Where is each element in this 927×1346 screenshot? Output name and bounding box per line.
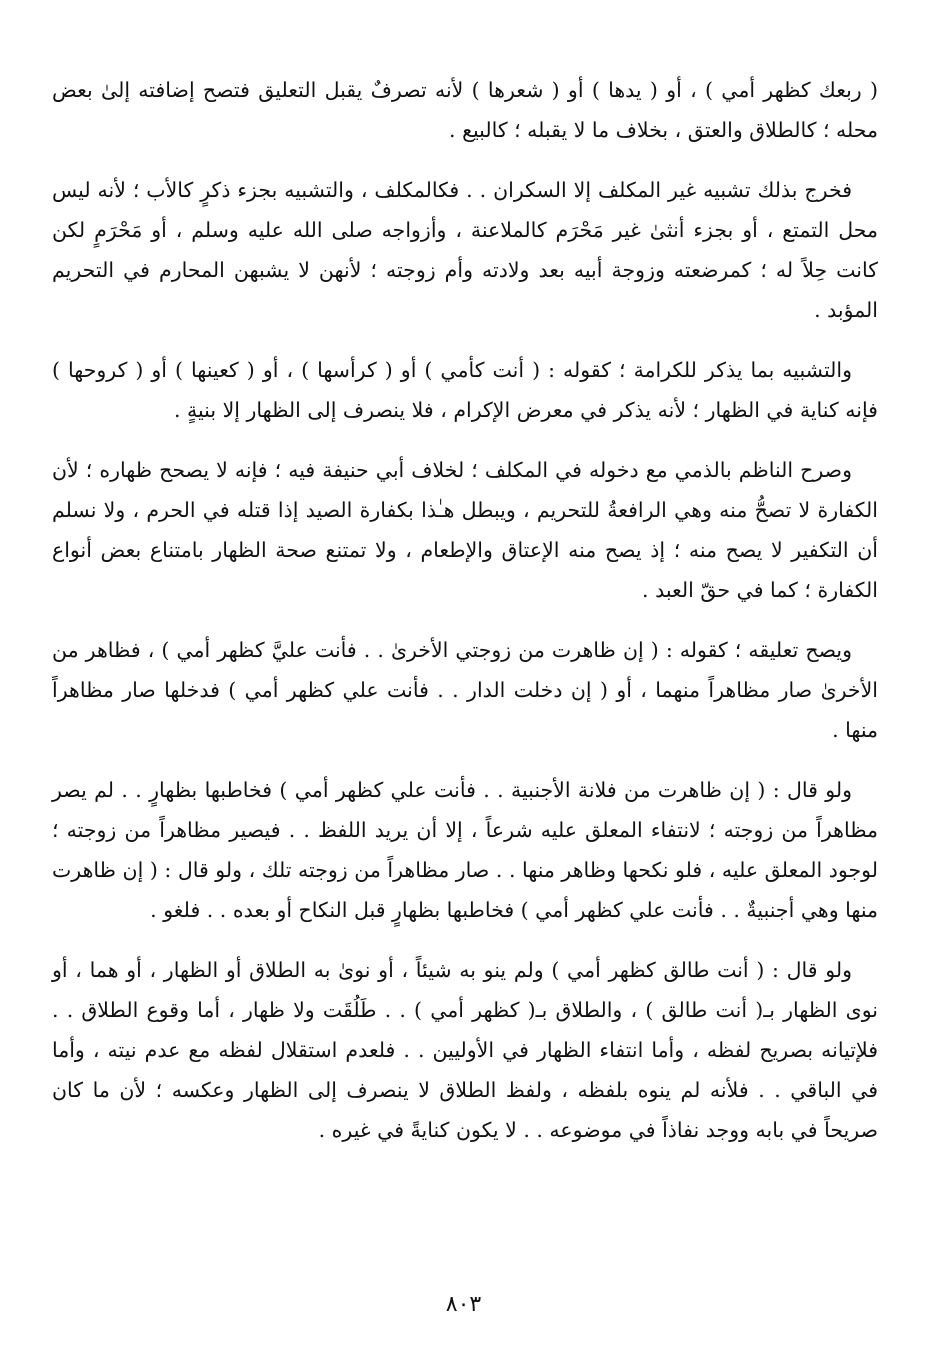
page-number: ٨٠٣: [445, 1292, 482, 1317]
paragraph-1: ( ربعك كظهر أمي ) ، أو ( يدها ) أو ( شعرها ) لأنه تصرفٌ يقبل التعليق فتصح إضافته إلىٰ بعض محله ؛ كالطلاق والعتق ، بخلاف ما لا يقبله ؛ كالبيع .: [52, 78, 878, 142]
paragraph-6: ولو قال : ( إن ظاهرت من فلانة الأجنبية . . فأنت علي كظهر أمي ) فخاطبها بظهارٍ . . لم يصر مظاهراً من زوجته ؛ لانتفاء المعلق عليه شرعاً ، إلا أن يريد اللفظ . . فيصير مظاهراً من زوجته ؛ لوجود المعلق عليه ، فلو نكحها وظاهر منها . . صار مظاهراً من زوجته تلك ، ولو قال : ( إن ظاهرت منها وهي أجنبيةٌ . . فأنت علي كظهر أمي ) فخاطبها بظهارٍ قبل النكاح أو بعده . . فلغو .: [52, 778, 878, 922]
page-body: [52, 70, 878, 1290]
paragraph-4: وصرح الناظم بالذمي مع دخوله في المكلف ؛ لخلاف أبي حنيفة فيه ؛ فإنه لا يصحح ظهاره ؛ لأن الكفارة لا تصحُّ منه وهي الرافعةُ للتحريم ، ويبطل هـٰذا بكفارة الصيد إذا قتله في الحرم ، ولا نسلم أن التكفير لا يصح منه ؛ إذ يصح منه الإعتاق والإطعام ، ولا تمتنع صحة الظهار بامتناع بعض أنواع الكفارة ؛ كما في حقّ العبد .: [52, 458, 879, 602]
paragraph-5: ويصح تعليقه ؛ كقوله : ( إن ظاهرت من زوجتي الأخرىٰ . . فأنت عليَّ كظهر أمي ) ، فظاهر من الأخرىٰ صار مظاهراً منهما ، أو ( إن دخلت الدار . . فأنت علي كظهر أمي ) فدخلها صار مظاهراً منها .: [52, 638, 878, 742]
paragraph-2: فخرج بذلك تشبيه غير المكلف إلا السكران . . فكالمكلف ، والتشبيه بجزء ذكرٍ كالأب ؛ لأنه ليس محل التمتع ، أو بجزء أنثىٰ غير مَحْرَم كالملاعنة ، وأزواجه صلى الله عليه وسلم ، أو مَحْرَمٍ لكن كانت حِلاً له ؛ كمرضعته وزوجة أبيه بعد ولادته وأم زوجته ؛ لأنهن لا يشبهن المحارم في التحريم المؤبد .: [52, 178, 878, 322]
paragraph-3: والتشبيه بما يذكر للكرامة ؛ كقوله : ( أنت كأمي ) أو ( كرأسها ) ، أو ( كعينها ) أو ( كروحها ) فإنه كناية في الظهار ؛ لأنه يذكر في معرض الإكرام ، فلا ينصرف إلى الظهار إلا بنيةٍ .: [52, 358, 878, 422]
paragraph-7: ولو قال : ( أنت طالق كظهر أمي ) ولم ينو به شيئاً ، أو نوىٰ به الطلاق أو الظهار ، أو هما ، أو نوى الظهار بـ( أنت طالق ) ، والطلاق بـ( كظهر أمي ) . . طَلُقَت ولا ظهار ، أما وقوع الطلاق . . فلإتيانه بصريح لفظه ، وأما انتفاء الظهار في الأوليين . . فلعدم استقلال لفظه مع عدم نيته ، وأما في الباقي . . فلأنه لم ينوه بلفظه ، ولفظ الطلاق لا ينصرف إلى الظهار وعكسه ؛ لأن ما كان صريحاً في بابه ووجد نفاذاً في موضوعه . . لا يكون كنايةً في غيره .: [52, 958, 878, 1142]
